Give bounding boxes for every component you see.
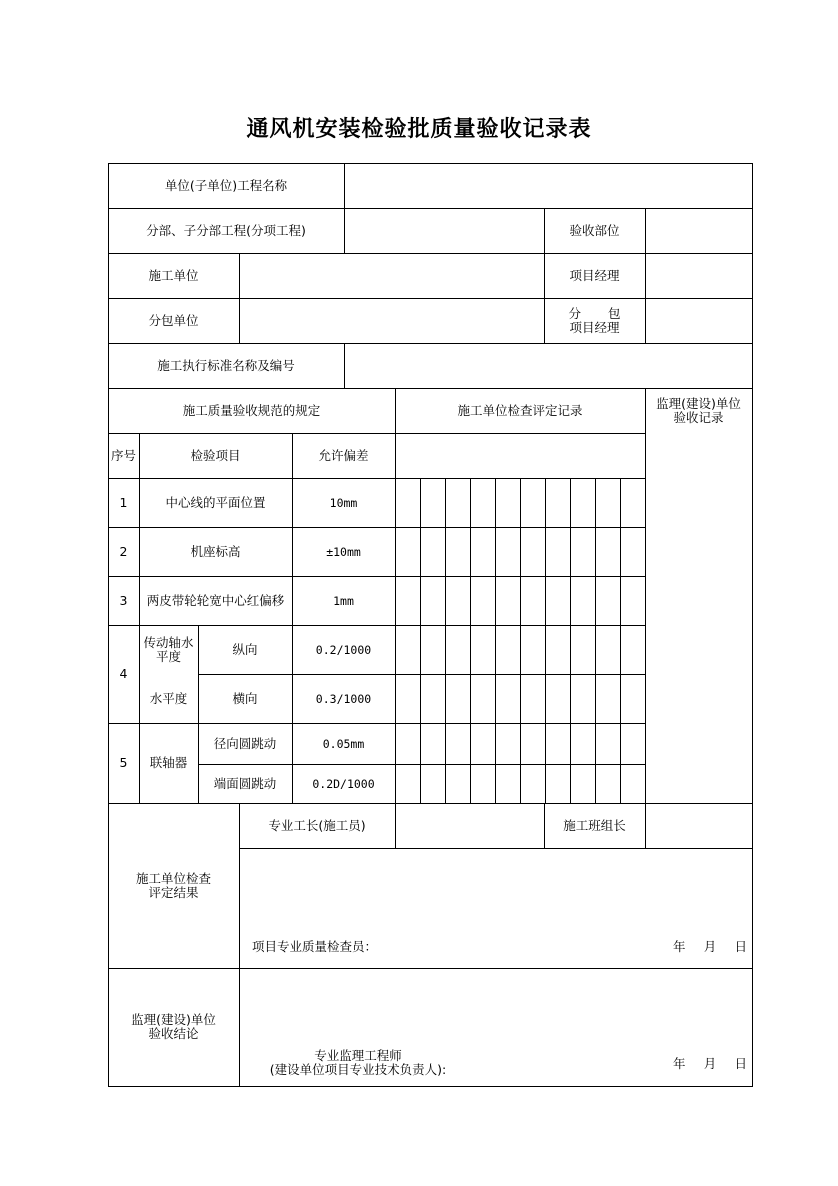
supervisor-result-line2: 验收结论: [148, 1026, 199, 1041]
acceptance-part-label: 验收部位: [569, 222, 620, 238]
spec-header: 施工质量验收规范的规定: [182, 402, 321, 418]
row4-sub-b: 横向: [232, 690, 258, 706]
supervisor-record-header: [645, 388, 752, 433]
project-name-label: 单位(子单位)工程名称: [164, 177, 288, 193]
contractor-field[interactable]: [240, 254, 544, 298]
date-month: 月: [703, 1056, 717, 1071]
foreman-field[interactable]: [396, 804, 544, 848]
inspection-record-table: [108, 163, 753, 1087]
sub-pm-field[interactable]: [646, 299, 752, 343]
foreman-label: 专业工长(施工员): [268, 817, 366, 833]
tolerance-header: 允许偏差: [318, 447, 369, 463]
supervisor-result-label: [108, 968, 239, 1086]
record-grid-line: [595, 478, 596, 803]
row5-sub-a: 径向圆跳动: [213, 735, 277, 751]
sub-pm-label-char-b: 包: [607, 305, 621, 321]
record-grid-line: [520, 478, 521, 803]
row5-no: 5: [119, 755, 128, 770]
contractor-result-label: [108, 803, 239, 968]
supervisor-header-line2: 验收记录: [673, 409, 724, 425]
inspector-label: 项目专业质量检查员：: [252, 939, 378, 954]
row3-no: 3: [119, 592, 128, 608]
project-manager-label: 项目经理: [569, 267, 620, 283]
row2-no: 2: [119, 543, 128, 559]
standard-field[interactable]: [345, 344, 752, 388]
subcontractor-label: 分包单位: [148, 312, 199, 328]
sub-pm-label-char-a: 分: [568, 305, 582, 321]
supervisor-record-field[interactable]: [646, 434, 752, 803]
row4-group-b: 水平度: [149, 690, 188, 706]
project-name-field[interactable]: [345, 164, 752, 208]
supervisor-header-line1: 监理(建设)单位: [656, 395, 741, 411]
contractor-record-header: 施工单位检查评定记录: [457, 402, 583, 418]
row5-group: 联轴器: [149, 755, 188, 770]
record-grid-line: [570, 478, 571, 803]
team-leader-label: 施工班组长: [563, 817, 626, 833]
item-header: 检验项目: [190, 447, 241, 463]
record-grid-line: [495, 478, 496, 803]
row-line: [239, 848, 753, 849]
acceptance-part-field[interactable]: [646, 209, 752, 253]
supervisor-date: [673, 1055, 753, 1073]
sub-project-field[interactable]: [345, 209, 544, 253]
row2-item: 机座标高: [190, 543, 241, 559]
contractor-label: 施工单位: [148, 267, 199, 283]
row3-item: 两皮带轮轮宽中心红偏移: [146, 592, 285, 608]
contractor-result-line2: 评定结果: [148, 884, 199, 900]
date-day: 日: [734, 1056, 747, 1071]
seq-header: 序号: [110, 447, 136, 463]
row1-no: 1: [119, 494, 128, 510]
record-grid-line: [420, 478, 421, 803]
row4-group-line1: 传动轴水: [143, 634, 194, 650]
engineer-label: [258, 1048, 458, 1078]
row1-tolerance: 10mm: [329, 495, 358, 510]
engineer-line1: 专业监理工程师: [314, 1048, 402, 1063]
page-title: 通风机安装检验批质量验收记录表: [246, 116, 592, 142]
contractor-result-line1: 施工单位检查: [135, 870, 211, 886]
row4-group-line2: 平度: [155, 648, 181, 664]
standard-label: 施工执行标准名称及编号: [157, 357, 295, 373]
row5-sub-b: 端面圆跳动: [213, 775, 277, 791]
sub-project-label: 分部、子分部工程(分项工程): [146, 222, 306, 238]
engineer-line2: (建设单位项目专业技术负责人):: [269, 1062, 447, 1077]
project-manager-field[interactable]: [646, 254, 752, 298]
record-grid-line: [545, 478, 546, 803]
sub-pm-label-line2: 项目经理: [569, 319, 620, 335]
table-border-bottom: [108, 1086, 753, 1087]
subcontractor-field[interactable]: [240, 299, 544, 343]
row2-tolerance: ±10mm: [326, 544, 361, 559]
row1-item: 中心线的平面位置: [165, 494, 266, 510]
record-grid-line: [620, 478, 621, 803]
row4-tolerance-b: 0.3/1000: [315, 691, 372, 706]
row4-sub-a: 纵向: [232, 641, 258, 657]
row5-tolerance-b: 0.2D/1000: [312, 776, 375, 791]
record-grid-line: [445, 478, 446, 803]
supervisor-result-line1: 监理(建设)单位: [131, 1012, 216, 1027]
date-day: 日: [734, 939, 747, 954]
date-year: 年: [673, 1056, 686, 1071]
row4-group-a: [139, 625, 198, 674]
row5-tolerance-a: 0.05mm: [322, 736, 365, 751]
row3-tolerance: 1mm: [333, 593, 354, 608]
team-leader-field[interactable]: [646, 804, 752, 848]
record-grid-line: [470, 478, 471, 803]
col-line: [395, 388, 396, 803]
date-year: 年: [673, 939, 686, 954]
date-month: 月: [703, 939, 717, 954]
row4-no: 4: [119, 666, 128, 681]
contractor-date: [673, 938, 753, 956]
sub-pm-label: [544, 298, 645, 343]
row4-tolerance-a: 0.2/1000: [315, 642, 372, 657]
